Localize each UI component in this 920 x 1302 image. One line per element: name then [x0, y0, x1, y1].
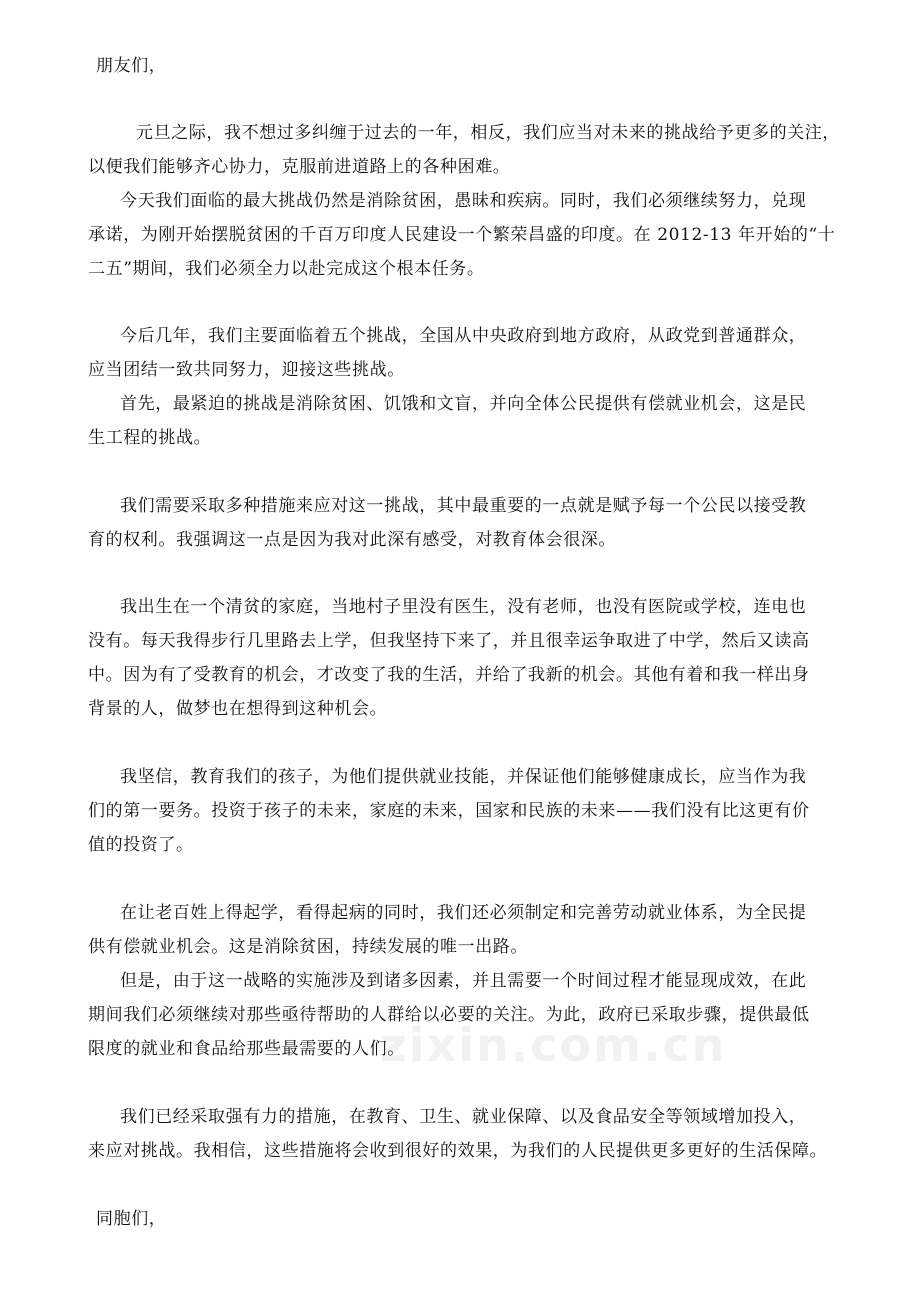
paragraph-line: 首先，最紧迫的挑战是消除贫困、饥饿和文盲，并向全体公民提供有偿就业机会，这是民 — [120, 394, 807, 414]
greeting-compatriots: 同胞们， — [96, 1209, 167, 1229]
paragraph-line: 我出生在一个清贫的家庭，当地村子里没有医生，没有老师，也没有医院或学校，连电也 — [120, 597, 807, 617]
paragraph-line: 期间我们必须继续对那些亟待帮助的人群给以必要的关注。为此，政府已采取步骤，提供最低 — [88, 1005, 810, 1025]
paragraph-line: 值的投资了。 — [88, 835, 194, 855]
paragraph-line: 在让老百姓上得起学，看得起病的同时，我们还必须制定和完善劳动就业体系，为全民提 — [120, 903, 807, 923]
paragraph-line: 没有。每天我得步行几里路去上学，但我坚持下来了，并且很幸运争取进了中学，然后又读高 — [88, 631, 810, 651]
paragraph-line: 供有偿就业机会。这是消除贫困，持续发展的唯一出路。 — [88, 937, 528, 957]
paragraph-line: 中。因为有了受教育的机会，才改变了我的生活，并给了我新的机会。其他有着和我一样出身 — [88, 665, 810, 685]
paragraph-line: 我坚信，教育我们的孩子，为他们提供就业技能，并保证他们能够健康成长，应当作为我 — [120, 767, 807, 787]
paragraph-line: 我们需要采取多种措施来应对这一挑战，其中最重要的一点就是赋予每一个公民以接受教 — [120, 496, 807, 516]
paragraph-line: 元旦之际，我不想过多纠缠于过去的一年，相反，我们应当对未来的挑战给予更多的关注， — [136, 123, 840, 143]
paragraph-line: 应当团结一致共同努力，迎接这些挑战。 — [88, 360, 405, 380]
paragraph-line: 育的权利。我强调这一点是因为我对此深有感受，对教育体会很深。 — [88, 530, 616, 550]
paragraph-line: 二五”期间，我们必须全力以赴完成这个根本任务。 — [88, 259, 485, 279]
greeting-friends: 朋友们， — [96, 56, 167, 76]
paragraph-line: 限度的就业和食品给那些最需要的人们。 — [88, 1039, 405, 1059]
paragraph-line: 来应对挑战。我相信，这些措施将会收到很好的效果，为我们的人民提供更多更好的生活保障。 — [88, 1141, 828, 1161]
paragraph-line: 但是，由于这一战略的实施涉及到诸多因素，并且需要一个时间过程才能显现成效，在此 — [120, 971, 807, 991]
paragraph-line: 以便我们能够齐心协力，克服前进道路上的各种困难。 — [88, 157, 511, 177]
paragraph-line: 生工程的挑战。 — [88, 428, 212, 448]
paragraph-line: 今后几年，我们主要面临着五个挑战，全国从中央政府到地方政府，从政党到普通群众， — [120, 326, 807, 346]
paragraph-line: 今天我们面临的最大挑战仍然是消除贫困，愚昧和疾病。同时，我们必须继续努力，兑现 — [120, 191, 807, 211]
paragraph-line: 承诺，为刚开始摆脱贫困的千百万印度人民建设一个繁荣昌盛的印度。在 2012-13 年开始的“十 — [88, 225, 836, 245]
paragraph-line: 我们已经采取强有力的措施，在教育、卫生、就业保障、以及食品安全等领域增加投入， — [120, 1107, 807, 1127]
paragraph-line: 背景的人，做梦也在想得到这种机会。 — [88, 699, 388, 719]
watermark: zixin.com.cn — [380, 1018, 727, 1072]
paragraph-line: 们的第一要务。投资于孩子的未来，家庭的未来，国家和民族的未来——我们没有比这更有价 — [88, 801, 810, 821]
